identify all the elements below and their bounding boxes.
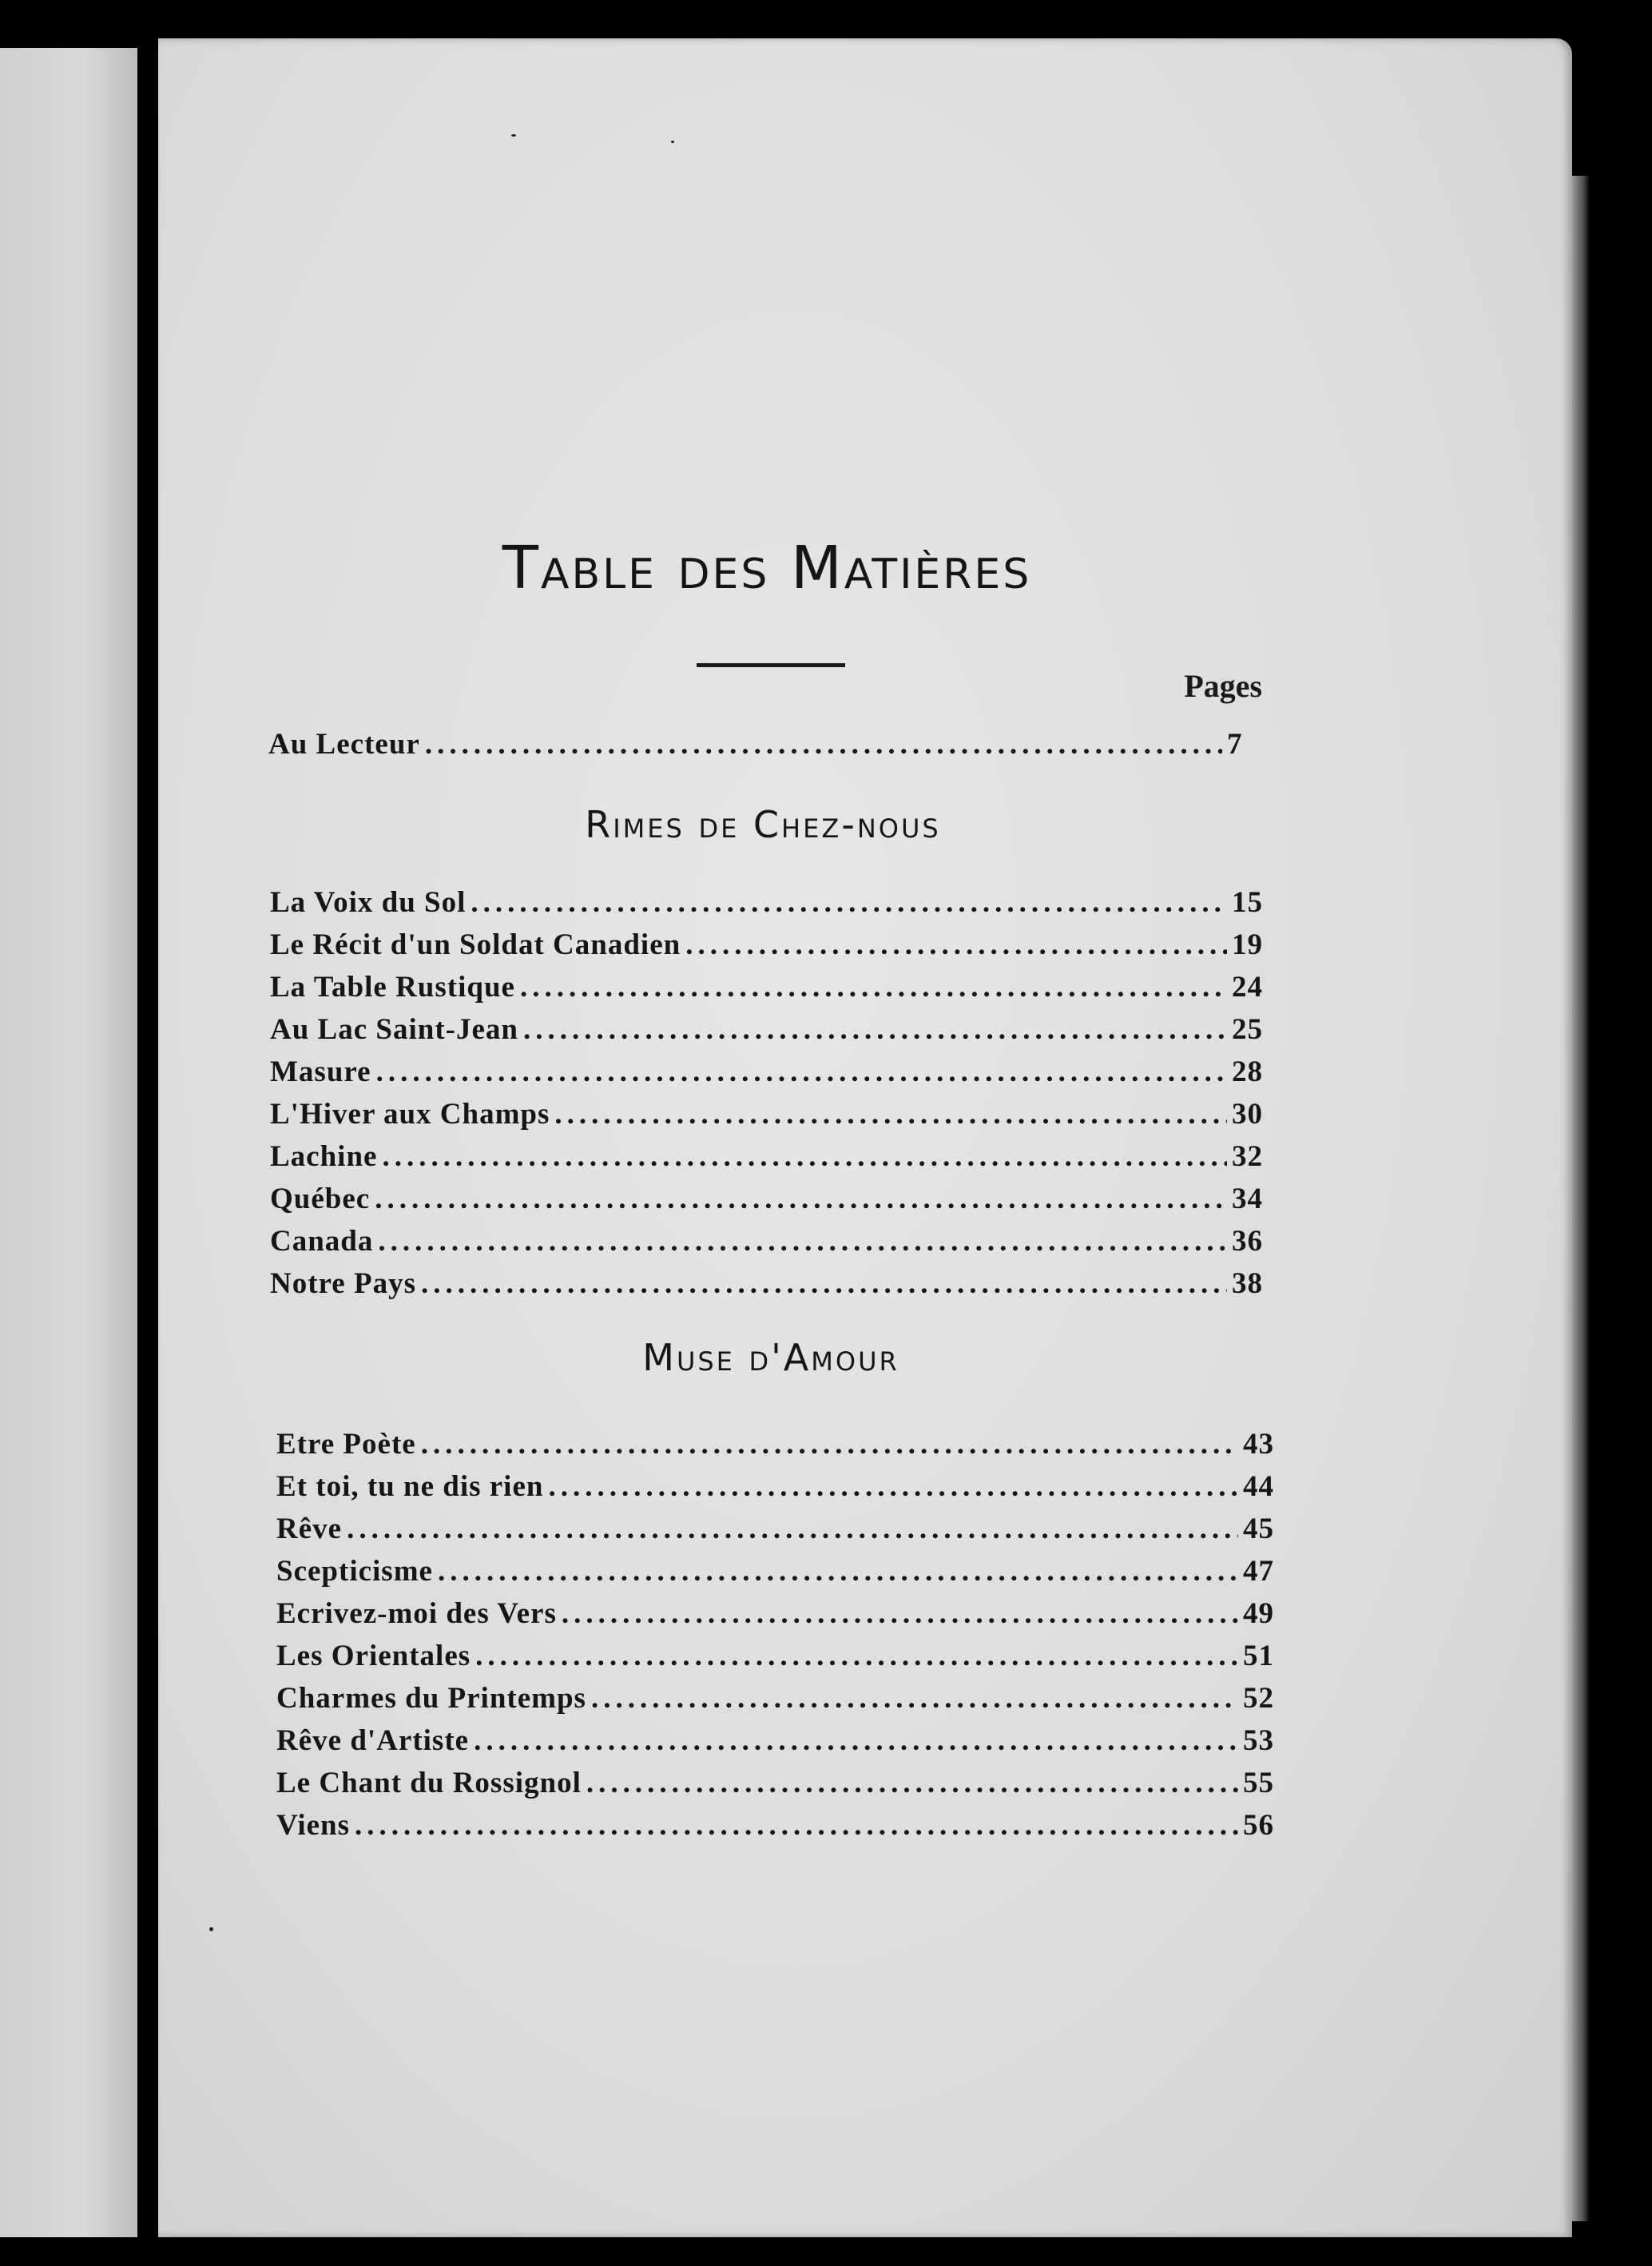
toc-entry-title: Le Chant du Rossignol [276,1767,582,1799]
dot-leader [474,1723,1238,1758]
page-title: Table des Matières [502,534,1032,602]
toc-entry [276,1766,1280,1808]
toc-entry-page: 32 [1232,1140,1263,1173]
toc-entry-title: Ecrivez-moi des Vers [276,1597,557,1630]
toc-entry-page: 55 [1243,1767,1274,1799]
toc-entry-page: 15 [1232,886,1263,919]
toc-entry-page: 7 [1227,728,1243,761]
toc-entry [276,1554,1280,1596]
toc-entry [270,1012,1269,1055]
pages-column-label: Pages [1184,668,1262,704]
toc-entry-title: Et toi, tu ne dis rien [276,1470,544,1503]
section-list-muse [276,1427,1280,1851]
toc-entry-page: 38 [1232,1267,1263,1300]
toc-entry-page: 56 [1243,1809,1274,1842]
paper-speck [209,1927,213,1931]
left-page-fragment [0,48,137,2237]
toc-entry [270,1266,1269,1309]
toc-entry-page: 49 [1243,1597,1274,1630]
toc-entry [268,727,1264,769]
section-heading-rimes: Rimes de Chez-nous [585,803,941,846]
toc-entry [276,1469,1280,1512]
toc-entry-page: 45 [1243,1513,1274,1545]
title-rule [697,663,845,667]
toc-entry-title: Etre Poète [276,1428,416,1461]
dot-leader [523,1012,1227,1047]
dot-leader [438,1554,1238,1588]
toc-entry-page: 51 [1243,1640,1274,1672]
dot-leader [382,1139,1227,1174]
dot-leader [421,1427,1238,1461]
toc-entry-title: Québec [270,1183,371,1215]
dot-leader [591,1681,1238,1715]
toc-entry-page: 34 [1232,1183,1263,1215]
toc-entry-title: Masure [270,1055,371,1088]
toc-entry-page: 24 [1232,971,1263,1004]
toc-entry-title: Rêve [276,1513,343,1545]
dot-leader [421,1266,1227,1301]
toc-entry [270,970,1269,1012]
toc-entry-page: 43 [1243,1428,1274,1461]
dot-leader [375,1182,1227,1216]
toc-entry-title: Scepticisme [276,1555,433,1588]
toc-entry-page: 19 [1232,928,1263,961]
toc-entry [276,1808,1280,1851]
dot-leader [378,1224,1227,1258]
toc-entry [270,1139,1269,1182]
toc-entry [270,1224,1269,1266]
toc-entry [276,1427,1280,1469]
toc-entry-title: Rêve d'Artiste [276,1724,470,1757]
toc-entry-page: 30 [1232,1098,1263,1131]
section-list-rimes [270,885,1269,1309]
section-heading-muse: Muse d'Amour [642,1336,899,1379]
toc-entry-title: Notre Pays [270,1267,416,1300]
toc-entry [270,928,1269,970]
toc-entry [270,1055,1269,1097]
dot-leader [376,1055,1227,1089]
toc-entry-page: 47 [1243,1555,1274,1588]
dot-leader [586,1766,1238,1800]
dot-leader [685,928,1227,962]
toc-entry-title: Au Lecteur [268,728,420,761]
toc-entry-title: Le Récit d'un Soldat Canadien [270,928,681,961]
dot-leader [425,727,1222,761]
toc-entry [270,1182,1269,1224]
dot-leader [520,970,1227,1004]
toc-entry [276,1723,1280,1766]
dot-leader [554,1097,1227,1131]
paper-speck [671,141,674,143]
toc-entry [276,1512,1280,1554]
toc-entry-page: 28 [1232,1055,1263,1088]
toc-entry-page: 52 [1243,1682,1274,1715]
toc-entry-title: Les Orientales [276,1640,471,1672]
dot-leader [548,1469,1238,1504]
front-matter-list [268,727,1264,769]
toc-entry [276,1596,1280,1639]
dot-leader [475,1639,1238,1673]
toc-entry-title: La Voix du Sol [270,886,467,919]
toc-entry [270,885,1269,928]
toc-entry-title: Lachine [270,1140,378,1173]
toc-entry-title: L'Hiver aux Champs [270,1098,550,1131]
toc-entry-title: Au Lac Saint-Jean [270,1013,518,1046]
paper-speck [511,134,516,137]
toc-entry [276,1681,1280,1723]
toc-entry-title: Canada [270,1225,374,1258]
toc-entry-title: Charmes du Printemps [276,1682,586,1715]
toc-entry-page: 36 [1232,1225,1263,1258]
dot-leader [355,1808,1238,1843]
dot-leader [471,885,1227,920]
toc-entry-title: Viens [276,1809,351,1842]
toc-entry-title: La Table Rustique [270,971,515,1004]
toc-entry-page: 53 [1243,1724,1274,1757]
dot-leader [347,1512,1238,1546]
page-edge-shadow [1572,176,1590,2221]
toc-entry [276,1639,1280,1681]
toc-entry [270,1097,1269,1139]
toc-entry-page: 44 [1243,1470,1274,1503]
toc-entry-page: 25 [1232,1013,1263,1046]
dot-leader [562,1596,1238,1631]
